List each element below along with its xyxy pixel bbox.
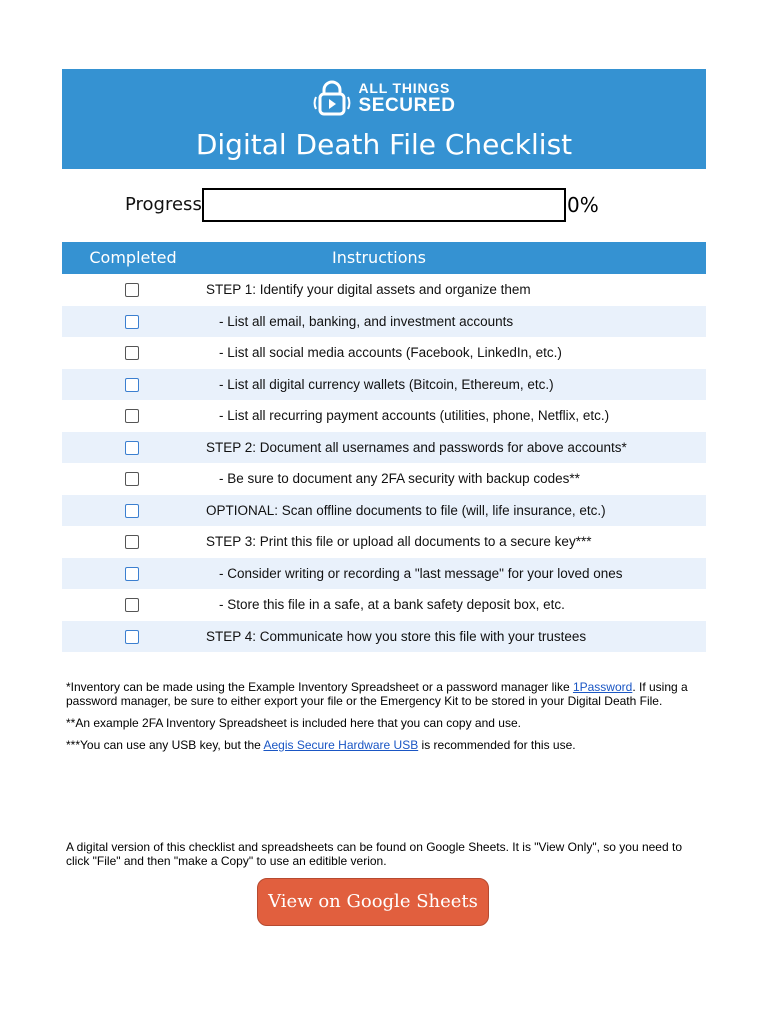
completed-checkbox[interactable]	[125, 598, 139, 612]
google-sheets-info: A digital version of this checklist and spreadsheets can be found on Google Sheets. It is "View Only", so you need to click "File" and then "make a Copy" to use an editible verion.	[66, 840, 682, 868]
instruction-text: OPTIONAL: Scan offline documents to file (will, life insurance, etc.)	[206, 502, 606, 518]
column-header-completed: Completed	[89, 248, 177, 267]
instruction-text: - Consider writing or recording a "last message" for your loved ones	[219, 565, 623, 581]
completed-checkbox[interactable]	[125, 378, 139, 392]
completed-checkbox[interactable]	[125, 567, 139, 581]
footnotes	[66, 680, 706, 760]
table-row	[62, 558, 706, 590]
completed-checkbox[interactable]	[125, 504, 139, 518]
view-google-sheets-button[interactable]: View on Google Sheets	[257, 878, 489, 926]
logo-line2: SECURED	[358, 95, 456, 116]
table-row	[62, 621, 706, 653]
completed-checkbox[interactable]	[125, 535, 139, 549]
page-title: Digital Death File Checklist	[195, 128, 573, 161]
logo-line1: ALL THINGS	[358, 80, 451, 96]
instruction-text: - Store this file in a safe, at a bank safety deposit box, etc.	[219, 597, 565, 612]
completed-checkbox[interactable]	[125, 472, 139, 486]
table-row	[62, 337, 706, 369]
footnote-2: **An example 2FA Inventory Spreadsheet is included here that you can copy and use.	[66, 716, 521, 730]
instruction-text: - List all digital currency wallets (Bitcoin, Ethereum, etc.)	[219, 376, 554, 392]
footnote-1-text-b: . If using a password manager, be sure to either export your file or the Emergency Kit to be stored in your Digital Death File.	[66, 680, 688, 708]
progress-percent: 0%	[567, 193, 599, 217]
table-row	[62, 432, 706, 464]
aegis-usb-link[interactable]: Aegis Secure Hardware USB	[263, 738, 419, 752]
completed-checkbox[interactable]	[125, 315, 139, 329]
completed-checkbox[interactable]	[125, 346, 139, 360]
table-row	[62, 526, 706, 558]
completed-checkbox[interactable]	[125, 441, 139, 455]
instruction-text: STEP 2: Document all usernames and passwords for above accounts*	[206, 439, 627, 455]
onepassword-link[interactable]: 1Password	[572, 680, 633, 694]
completed-checkbox[interactable]	[125, 630, 139, 644]
footnote-1	[66, 680, 706, 708]
instruction-text: - List all email, banking, and investment accounts	[219, 313, 514, 329]
completed-checkbox[interactable]	[125, 283, 139, 297]
footnote-3-text-b: is recommended for this use.	[418, 738, 576, 752]
progress-row	[0, 188, 768, 222]
instruction-text: - Be sure to document any 2FA security with backup codes**	[219, 471, 580, 486]
progress-bar	[202, 188, 566, 222]
instruction-text: STEP 1: Identify your digital assets and organize them	[206, 282, 531, 297]
footnote-1-text-a: *Inventory can be made using the Example Inventory Spreadsheet or a password manager like	[66, 680, 573, 694]
completed-checkbox[interactable]	[125, 409, 139, 423]
column-header-instructions: Instructions	[332, 248, 426, 267]
table-row	[62, 274, 706, 306]
instruction-text: STEP 3: Print this file or upload all documents to a secure key***	[206, 534, 592, 549]
checklist-table	[62, 274, 706, 652]
table-row	[62, 369, 706, 401]
footnote-3-text-a: ***You can use any USB key, but the	[66, 738, 264, 752]
table-row	[62, 589, 706, 621]
padlock-play-icon	[312, 79, 352, 117]
logo	[62, 79, 706, 117]
table-row	[62, 400, 706, 432]
footnote-3	[66, 738, 706, 752]
header-banner	[62, 69, 706, 169]
table-row	[62, 495, 706, 527]
instruction-text: - List all recurring payment accounts (utilities, phone, Netflix, etc.)	[219, 408, 610, 423]
table-row	[62, 463, 706, 495]
instruction-text: STEP 4: Communicate how you store this file with your trustees	[206, 628, 587, 644]
instruction-text: - List all social media accounts (Facebook, LinkedIn, etc.)	[219, 345, 562, 360]
table-header	[62, 242, 706, 274]
progress-label: Progress	[125, 194, 202, 215]
table-row	[62, 306, 706, 338]
